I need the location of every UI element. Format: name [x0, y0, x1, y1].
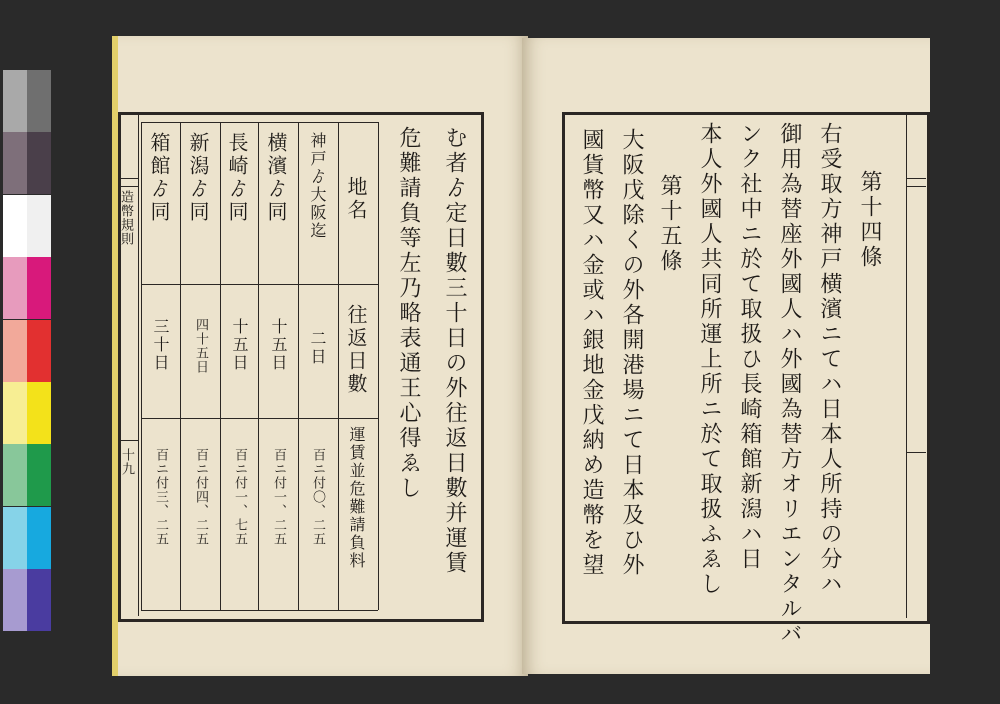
article-14-line-2: 御用為替座外國人ハ外國為替方オリエンタルバ [777, 122, 802, 647]
table-row-line [141, 418, 378, 419]
color-patch [27, 257, 51, 319]
row-5-place: 箱館ゟ同 [147, 132, 171, 224]
table-col-line [180, 122, 181, 610]
table-col-line [141, 122, 142, 610]
table-col-line [298, 122, 299, 610]
row-4-fee: 百ニ付四、二五 [193, 448, 208, 546]
article-14-line-3: ンク社中ニ於て取扱ひ長崎箱館新潟ハ日 [737, 122, 762, 572]
row-5-fee: 百ニ付三、二五 [153, 448, 168, 546]
article-14-line-1: 右受取方神戸横濱ニてハ日本人所持の分ハ [817, 122, 842, 597]
table-row-line [141, 284, 378, 285]
color-patch [27, 569, 51, 631]
table-col-line [220, 122, 221, 610]
color-patch [27, 195, 51, 257]
left-page-frame [118, 112, 484, 622]
table-col-line [338, 122, 339, 610]
row-4-place: 新潟ゟ同 [186, 132, 210, 224]
margin-rule [906, 178, 926, 179]
page-number: 十九 [119, 448, 134, 476]
margin-rule [906, 186, 926, 187]
row-3-fee: 百ニ付一、七五 [232, 448, 247, 546]
table-border [378, 122, 379, 610]
header-place: 地名 [344, 176, 368, 222]
color-patch [3, 195, 27, 257]
color-calibration-strip [3, 70, 51, 632]
color-patch [3, 320, 27, 382]
color-patch [3, 132, 27, 194]
color-patch [27, 320, 51, 382]
article-15-line-1: 大阪戊除くの外各開港場ニて日本及ひ外 [619, 128, 644, 578]
row-5-days: 三十日 [151, 318, 170, 372]
table-col-line [258, 122, 259, 610]
color-patch [27, 382, 51, 444]
article-14-line-4: 本人外國人共同所運上所ニ於て取扱ふゑし [697, 122, 722, 597]
row-2-place: 横濱ゟ同 [264, 132, 288, 224]
table-bottom [141, 610, 378, 611]
article-15-title: 第十五條 [657, 174, 682, 274]
color-patch [3, 444, 27, 506]
row-4-days: 四十五日 [193, 318, 208, 374]
color-patch [27, 444, 51, 506]
color-patch [27, 70, 51, 132]
row-1-days: 二日 [308, 330, 327, 366]
table-top [141, 122, 378, 123]
row-1-fee: 百ニ付〇、二五 [310, 448, 325, 546]
header-days: 往返日數 [344, 304, 368, 396]
color-patch [27, 507, 51, 569]
article-15-line-2: 國貨幣又ハ金或ハ銀地金戊納め造幣を望 [579, 128, 604, 578]
margin-rule [906, 452, 926, 453]
intro-line-1: む者ゟ定日數三十日の外往返日數并運賃 [442, 126, 467, 576]
margin-divider [906, 114, 907, 618]
color-patch [3, 569, 27, 631]
color-patch [3, 70, 27, 132]
row-1-place: 神戸ゟ大阪迄 [308, 132, 327, 240]
article-14-title: 第十四條 [857, 170, 882, 270]
color-patch [3, 507, 27, 569]
row-2-fee: 百ニ付一、二五 [271, 448, 286, 546]
margin-title: 造幣規則 [118, 190, 133, 246]
margin-divider [138, 114, 139, 616]
color-patch [27, 132, 51, 194]
header-fee: 運賃並危難請負料 [347, 426, 366, 570]
row-2-days: 十五日 [269, 318, 288, 372]
row-3-days: 十五日 [230, 318, 249, 372]
color-patch [3, 257, 27, 319]
color-patch [3, 382, 27, 444]
row-3-place: 長崎ゟ同 [225, 132, 249, 224]
intro-line-2: 危難請負等左乃略表通王心得ゑし [396, 126, 421, 501]
